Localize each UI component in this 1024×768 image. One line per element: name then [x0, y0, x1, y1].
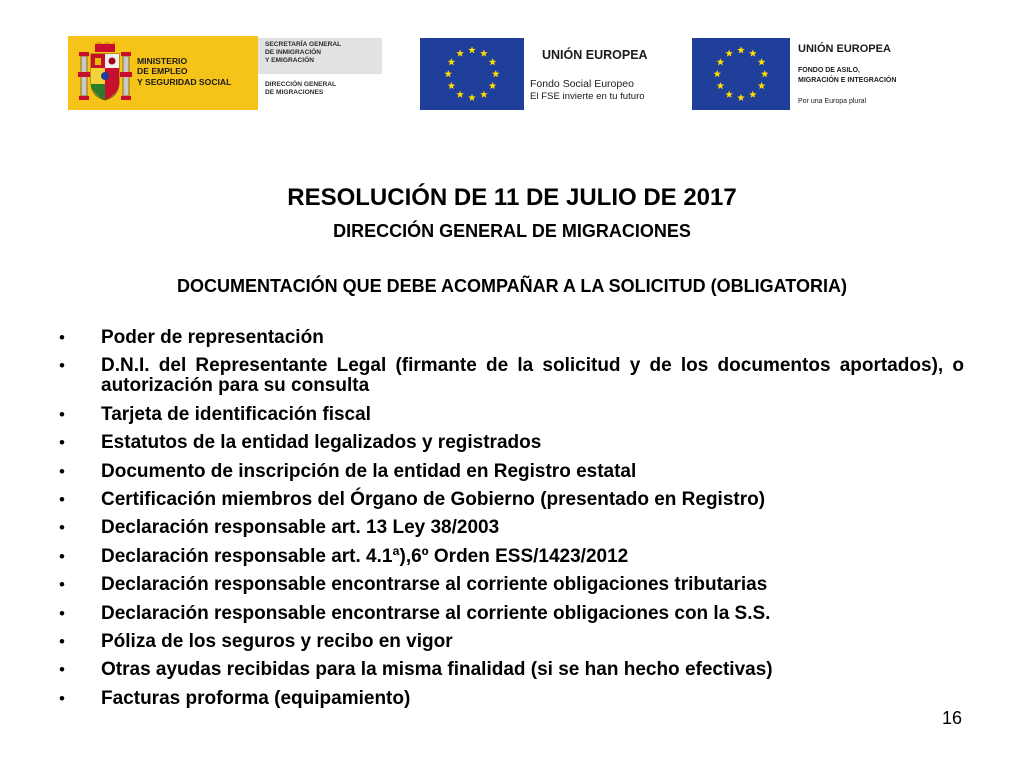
- list-item: [58, 328, 964, 348]
- list-item: [58, 604, 964, 624]
- bullet-icon: •: [59, 433, 65, 453]
- coat-of-arms-icon: [78, 42, 132, 104]
- secretaria-line: DIRECCIÓN GENERAL: [265, 81, 337, 88]
- secretaria-top-text: [265, 41, 341, 64]
- list-item: [58, 689, 964, 709]
- bullet-icon: •: [59, 461, 65, 481]
- bullet-icon: •: [59, 575, 65, 595]
- eu-fse-logo: [524, 38, 680, 110]
- list-item: [58, 356, 964, 396]
- list-item: [58, 462, 964, 482]
- bullet-icon: •: [59, 603, 65, 623]
- secretaria-line: SECRETARÍA GENERAL: [265, 41, 342, 48]
- bullet-icon: •: [59, 660, 65, 680]
- eu-fami-motto: Por una Europa plural: [798, 98, 867, 105]
- list-item: [58, 660, 964, 680]
- eu-fse-title: UNIÓN EUROPEA: [542, 48, 648, 62]
- logo-strip: [0, 36, 1024, 112]
- bullet-icon: •: [59, 328, 65, 347]
- list-item: [58, 632, 964, 652]
- list-item: [58, 518, 964, 538]
- required-documents-list: [58, 328, 964, 717]
- bullet-icon: •: [59, 688, 65, 708]
- list-item: [58, 405, 964, 425]
- list-item: [58, 433, 964, 453]
- bullet-icon: •: [59, 356, 65, 376]
- page-number: 16: [941, 708, 962, 728]
- list-item-text: Declaración responsable encontrarse al corriente obligaciones con la S.S.: [101, 602, 771, 624]
- bullet-icon: •: [59, 404, 65, 424]
- eu-flag-icon: [420, 38, 524, 110]
- list-item: [58, 575, 964, 595]
- list-item-text: Otras ayudas recibidas para la misma finalidad (si se han hecho efectivas): [101, 659, 773, 681]
- eu-fami-title: UNIÓN EUROPEA: [798, 43, 891, 55]
- list-item-text: D.N.I. del Representante Legal (firmante de la solicitud y de los documentos aportados), o autorización para su consulta: [101, 355, 964, 397]
- eu-flag-icon: [692, 38, 790, 110]
- list-item-text: Tarjeta de identificación fiscal: [101, 403, 371, 425]
- list-item: [58, 547, 964, 567]
- secretaria-line: DE MIGRACIONES: [265, 88, 324, 96]
- secretaria-line: Y EMIGRACIÓN: [265, 56, 314, 64]
- bullet-icon: •: [59, 546, 65, 566]
- ministry-name: [137, 56, 231, 87]
- ministry-logo: [68, 36, 258, 110]
- eu-fami-line1: FONDO DE ASILO,: [798, 67, 860, 74]
- directorate-subtitle: DIRECCIÓN GENERAL DE MIGRACIONES: [333, 221, 691, 241]
- section-heading: DOCUMENTACIÓN QUE DEBE ACOMPAÑAR A LA SOLICITUD (OBLIGATORIA): [177, 276, 847, 296]
- eu-fse-line1: Fondo Social Europeo: [530, 78, 634, 90]
- list-item-text: Documento de inscripción de la entidad en Registro estatal: [101, 460, 637, 482]
- resolution-title: RESOLUCIÓN DE 11 DE JULIO DE 2017: [287, 184, 737, 211]
- eu-fse-line2: El FSE invierte en tu futuro: [530, 91, 645, 102]
- list-item-text: Facturas proforma (equipamiento): [101, 687, 411, 709]
- list-item-text: Poder de representación: [101, 327, 324, 348]
- secretaria-logo: [258, 38, 382, 110]
- secretaria-bottom-text: [265, 81, 336, 97]
- list-item-text: Póliza de los seguros y recibo en vigor: [101, 630, 453, 652]
- bullet-icon: •: [59, 631, 65, 651]
- ministry-line: Y SEGURIDAD SOCIAL: [137, 76, 232, 87]
- list-item-text: Estatutos de la entidad legalizados y registrados: [101, 432, 542, 454]
- bullet-icon: •: [59, 489, 65, 509]
- eu-fami-logo: [790, 38, 940, 110]
- secretaria-line: DE INMIGRACIÓN: [265, 48, 322, 56]
- list-item: [58, 490, 964, 510]
- list-item-text: Certificación miembros del Órgano de Gobierno (presentado en Registro): [101, 488, 766, 510]
- eu-fami-line2: MIGRACIÓN E INTEGRACIÓN: [798, 77, 897, 84]
- ministry-line: DE EMPLEO: [137, 66, 188, 77]
- list-item-text: Declaración responsable art. 4.1ª),6º Orden ESS/1423/2012: [101, 545, 629, 567]
- list-item-text: Declaración responsable encontrarse al corriente obligaciones tributarias: [101, 574, 768, 596]
- bullet-icon: •: [59, 518, 65, 538]
- list-item-text: Declaración responsable art. 13 Ley 38/2003: [101, 517, 500, 539]
- ministry-line: MINISTERIO: [137, 56, 188, 66]
